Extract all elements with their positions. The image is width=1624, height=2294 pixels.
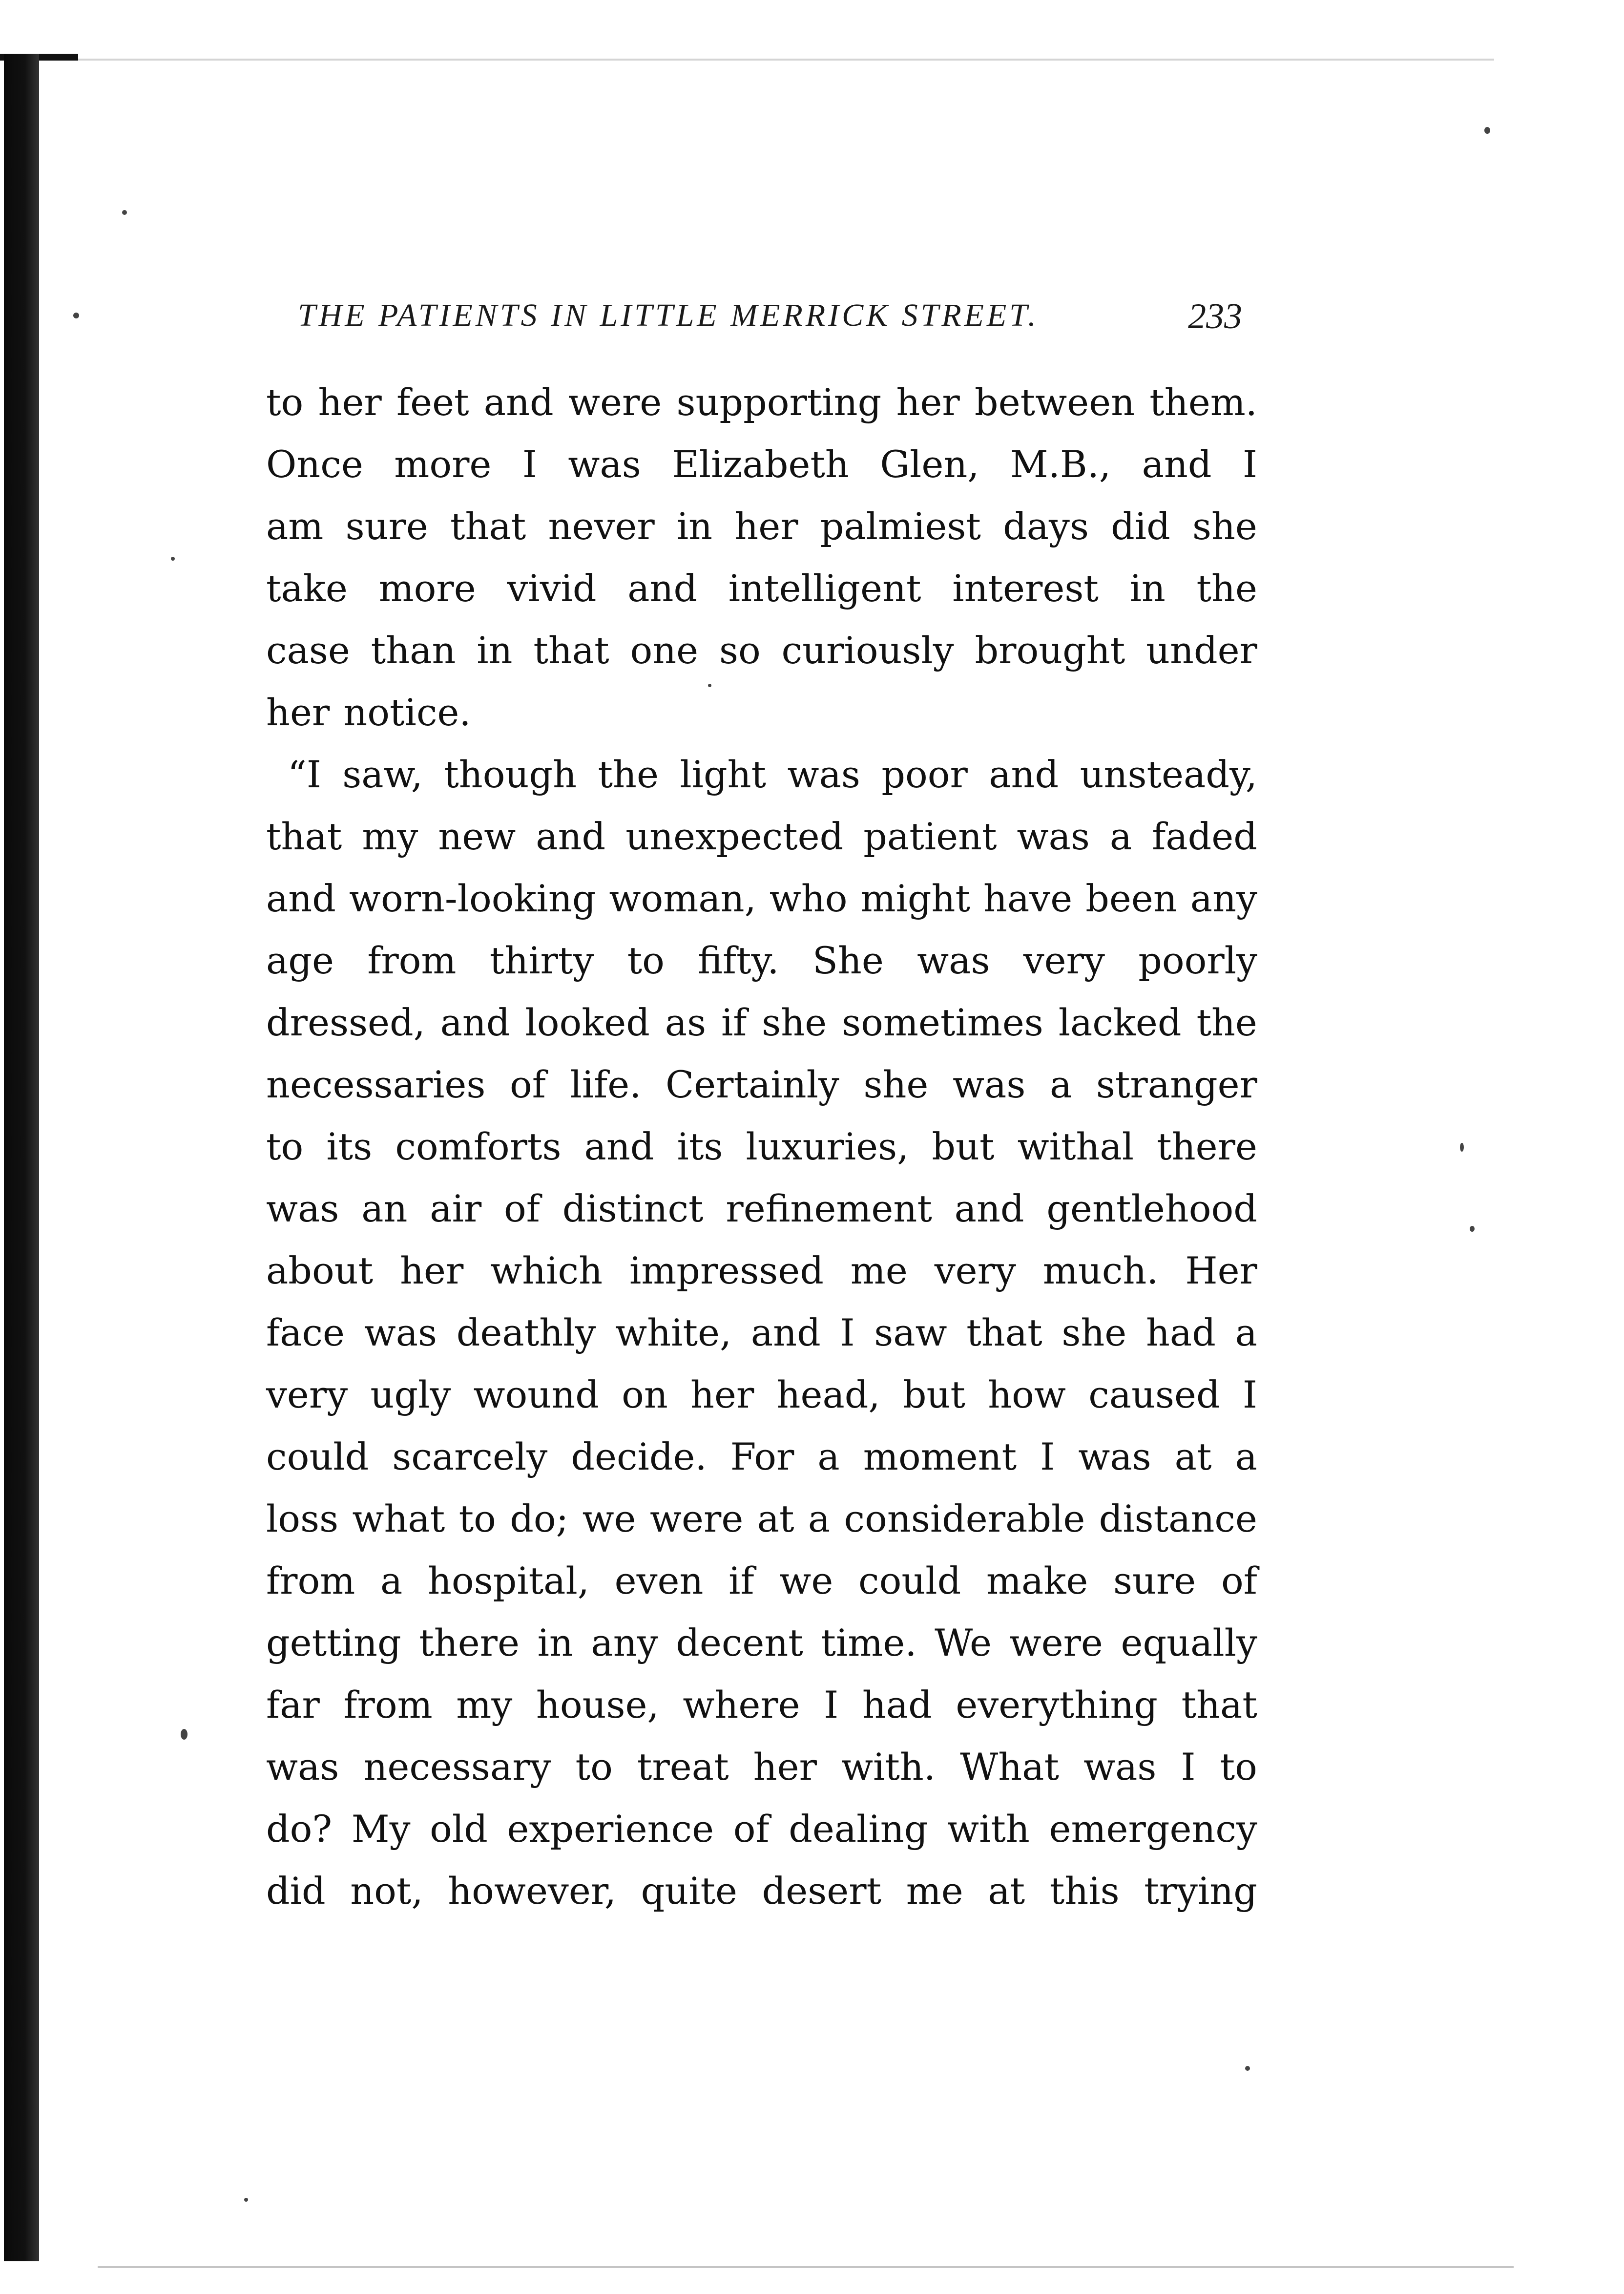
word: withal <box>1017 1125 1134 1168</box>
word: a <box>1235 1435 1257 1478</box>
word: that <box>1181 1683 1257 1726</box>
word: light <box>680 753 767 796</box>
word: ugly <box>370 1373 451 1416</box>
word: were <box>650 1497 744 1540</box>
word: this <box>1049 1869 1120 1913</box>
word: am <box>266 505 324 548</box>
word: interest <box>952 567 1099 610</box>
word: poor <box>881 753 968 796</box>
word: unexpected <box>625 815 844 858</box>
word: an <box>361 1187 408 1230</box>
text-line <box>266 743 1257 805</box>
word: so <box>719 629 761 672</box>
text-line <box>266 1674 1257 1736</box>
word: faded <box>1152 815 1257 858</box>
word: was <box>1017 815 1090 858</box>
word: from <box>266 1559 355 1602</box>
word: did <box>1111 505 1170 548</box>
word: and <box>440 1001 510 1044</box>
word: than <box>371 629 456 672</box>
word: she <box>762 1001 827 1044</box>
word: a <box>380 1559 403 1602</box>
word: M.B., <box>1010 442 1111 486</box>
word: palmiest <box>820 505 981 548</box>
word: there <box>419 1621 520 1664</box>
word: distance <box>1099 1497 1257 1540</box>
word: in <box>1129 567 1166 610</box>
word: to <box>266 1125 304 1168</box>
word: thirty <box>489 939 594 982</box>
word: I <box>824 1683 839 1726</box>
word: of <box>504 1187 540 1230</box>
scan-speck <box>1245 2066 1250 2071</box>
word: time. <box>821 1621 917 1664</box>
word: that <box>266 815 342 858</box>
text-line <box>266 1798 1257 1860</box>
word: the <box>598 753 659 796</box>
word: and <box>750 1311 821 1354</box>
word: her <box>690 1373 754 1416</box>
word: brought <box>975 629 1125 672</box>
word: necessary <box>363 1745 551 1789</box>
word: sure <box>345 505 428 548</box>
word: considerable <box>844 1497 1085 1540</box>
word: experience <box>507 1807 714 1851</box>
word: getting <box>266 1621 401 1664</box>
word: dressed, <box>266 1001 425 1044</box>
word: supporting <box>676 380 882 424</box>
scan-speck <box>73 313 79 318</box>
word: hospital, <box>427 1559 589 1602</box>
word: feet <box>396 380 469 424</box>
text-line <box>266 1240 1257 1302</box>
word: scarcely <box>392 1435 548 1478</box>
scan-edge-mark <box>98 2266 1514 2268</box>
text-line <box>266 805 1257 867</box>
word: could <box>858 1559 961 1602</box>
word: She <box>812 939 884 982</box>
scan-speck <box>171 557 175 561</box>
word: was <box>1078 1435 1151 1478</box>
word: her <box>734 505 798 548</box>
text-line <box>266 619 1257 681</box>
word: what <box>352 1497 445 1540</box>
word: a <box>1235 1311 1257 1354</box>
word: Elizabeth <box>672 442 849 486</box>
word: I <box>522 442 537 486</box>
word: at <box>1174 1435 1212 1478</box>
word: I <box>1242 442 1257 486</box>
text-line <box>266 1115 1257 1178</box>
word: I <box>1242 1373 1257 1416</box>
word: and <box>483 380 554 424</box>
word: do; <box>510 1497 569 1540</box>
word: poorly <box>1138 939 1257 982</box>
scan-speck <box>1484 127 1490 134</box>
word: she <box>863 1063 929 1106</box>
word: if <box>721 1001 747 1044</box>
word: were <box>1009 1621 1103 1664</box>
text-line <box>266 557 1257 619</box>
word: at <box>988 1869 1025 1913</box>
word: were <box>568 380 662 424</box>
word: new <box>438 815 516 858</box>
word: my <box>456 1683 513 1726</box>
word: to <box>266 380 304 424</box>
word: my <box>362 815 418 858</box>
word: unsteady, <box>1080 753 1257 796</box>
word: caused <box>1088 1373 1220 1416</box>
word: decent <box>676 1621 803 1664</box>
word: from <box>367 939 457 982</box>
word: but <box>902 1373 965 1416</box>
word: her <box>896 380 960 424</box>
word: more <box>394 442 492 486</box>
page-header <box>298 293 1274 347</box>
word: any <box>1190 877 1257 920</box>
word: could <box>266 1435 369 1478</box>
word: vivid <box>507 567 597 610</box>
word: Certainly <box>666 1063 839 1106</box>
word: emergency <box>1049 1807 1257 1851</box>
word: and <box>536 815 606 858</box>
word: and <box>1142 442 1212 486</box>
word: been <box>1085 877 1177 920</box>
text-line <box>266 1488 1257 1550</box>
running-head: THE PATIENTS IN LITTLE MERRICK STREET. <box>298 297 1039 333</box>
word: Once <box>266 442 363 486</box>
word: that <box>450 505 526 548</box>
word: fifty. <box>698 939 779 982</box>
word: where <box>683 1683 800 1726</box>
word: looked <box>525 1001 650 1044</box>
word: curiously <box>781 629 954 672</box>
word: desert <box>762 1869 882 1913</box>
word: worn-looking <box>349 877 596 920</box>
word: though <box>444 753 577 796</box>
word: impressed <box>629 1249 824 1292</box>
word: me <box>906 1869 963 1913</box>
scan-speck <box>1470 1226 1475 1232</box>
scan-speck <box>1460 1143 1464 1152</box>
word: one <box>630 629 699 672</box>
word: house, <box>536 1683 659 1726</box>
word: on <box>622 1373 668 1416</box>
word: from <box>343 1683 433 1726</box>
word: For <box>730 1435 794 1478</box>
word: to <box>1220 1745 1257 1789</box>
word: and <box>584 1125 654 1168</box>
word: far <box>266 1683 320 1726</box>
word: the <box>1196 1001 1257 1044</box>
word: I <box>1040 1435 1055 1478</box>
word: dealing <box>789 1807 928 1851</box>
word: patient <box>863 815 997 858</box>
word: and <box>989 753 1059 796</box>
word: in <box>676 505 713 548</box>
word: Glen, <box>880 442 979 486</box>
word: with <box>947 1807 1030 1851</box>
word: however, <box>448 1869 616 1913</box>
word: intelligent <box>728 567 921 610</box>
word: woman, <box>609 877 756 920</box>
word: necessaries <box>266 1063 486 1106</box>
word: her <box>318 380 382 424</box>
scan-speck <box>181 1729 187 1740</box>
word: was <box>1083 1745 1157 1789</box>
word: about <box>266 1249 374 1292</box>
text-line <box>266 1364 1257 1426</box>
word: much. <box>1042 1249 1159 1292</box>
word: air <box>430 1187 482 1230</box>
word: have <box>983 877 1073 920</box>
word: its <box>326 1125 373 1168</box>
word: head, <box>776 1373 880 1416</box>
word: she <box>1192 505 1257 548</box>
word: do? <box>266 1807 333 1851</box>
word: old <box>430 1807 488 1851</box>
word: make <box>986 1559 1088 1602</box>
word: any <box>591 1621 658 1664</box>
text-line <box>266 1860 1257 1922</box>
text-line <box>266 681 1257 743</box>
word: What <box>960 1745 1059 1789</box>
word: never <box>548 505 655 548</box>
word: was <box>917 939 990 982</box>
text-line <box>266 1550 1257 1612</box>
word: distinct <box>562 1187 704 1230</box>
word: “I <box>288 753 321 796</box>
text-line <box>266 1178 1257 1240</box>
text-line <box>266 867 1257 929</box>
word: white, <box>615 1311 732 1354</box>
word: in <box>477 629 513 672</box>
word: wound <box>473 1373 599 1416</box>
word: her <box>753 1745 817 1789</box>
word: to <box>575 1745 613 1789</box>
word: days <box>1003 505 1089 548</box>
word: sometimes <box>842 1001 1043 1044</box>
text-line <box>266 1612 1257 1674</box>
word: I <box>840 1311 855 1354</box>
word: We <box>935 1621 992 1664</box>
binding-gutter <box>4 54 39 2261</box>
text-line <box>266 495 1257 557</box>
word: at <box>757 1497 794 1540</box>
word: the <box>1196 567 1257 610</box>
word: and <box>954 1187 1024 1230</box>
word: deathly <box>456 1311 596 1354</box>
word: had <box>862 1683 932 1726</box>
text-line <box>266 433 1257 495</box>
word: quite <box>641 1869 738 1913</box>
word: trying <box>1144 1869 1257 1913</box>
text-line <box>266 1302 1257 1364</box>
word: take <box>266 567 348 610</box>
word: very <box>1023 939 1105 982</box>
word: how <box>988 1373 1066 1416</box>
word: face <box>266 1311 345 1354</box>
word: a <box>808 1497 831 1540</box>
word: Her <box>1185 1249 1257 1292</box>
word: her <box>400 1249 464 1292</box>
word: saw, <box>342 753 423 796</box>
word: of <box>1221 1559 1257 1602</box>
word: very <box>934 1249 1016 1292</box>
body-text <box>266 371 1257 1922</box>
word: equally <box>1121 1621 1257 1664</box>
text-line <box>266 371 1257 433</box>
word: everything <box>956 1683 1158 1726</box>
word: moment <box>863 1435 1017 1478</box>
word: stranger <box>1096 1063 1257 1106</box>
word: notice. <box>343 691 471 734</box>
word: a <box>1049 1063 1072 1106</box>
word: was <box>364 1311 437 1354</box>
word: more <box>378 567 476 610</box>
word: as <box>665 1001 707 1044</box>
word: a <box>1109 815 1132 858</box>
word: luxuries, <box>746 1125 909 1168</box>
word: to <box>627 939 665 982</box>
word: of <box>510 1063 546 1106</box>
text-line <box>266 1053 1257 1115</box>
word: which <box>490 1249 603 1292</box>
word: lacked <box>1058 1001 1182 1044</box>
word: who <box>769 877 848 920</box>
word: was <box>266 1745 339 1789</box>
word: did <box>266 1869 326 1913</box>
text-line <box>266 1426 1257 1488</box>
word: we <box>779 1559 833 1602</box>
word: was <box>952 1063 1026 1106</box>
word: its <box>677 1125 723 1168</box>
word: gentlehood <box>1046 1187 1257 1230</box>
word: case <box>266 629 350 672</box>
word: My <box>351 1807 411 1851</box>
text-line <box>266 929 1257 991</box>
word: under <box>1146 629 1257 672</box>
word: but <box>932 1125 995 1168</box>
word: I <box>1181 1745 1196 1789</box>
word: between <box>974 380 1135 424</box>
word: treat <box>637 1745 729 1789</box>
word: we <box>582 1497 636 1540</box>
word: if <box>729 1559 754 1602</box>
scan-speck <box>244 2198 248 2202</box>
word: of <box>733 1807 770 1851</box>
word: not, <box>350 1869 423 1913</box>
word: her <box>266 691 330 734</box>
page-number: 233 <box>1188 296 1242 337</box>
word: that <box>966 1311 1042 1354</box>
word: that <box>533 629 609 672</box>
word: was <box>787 753 860 796</box>
word: might <box>860 877 971 920</box>
word: even <box>614 1559 704 1602</box>
word: age <box>266 939 334 982</box>
word: a <box>817 1435 840 1478</box>
word: was <box>568 442 641 486</box>
word: had <box>1145 1311 1216 1354</box>
scan-speck <box>122 210 127 215</box>
text-line <box>266 991 1257 1053</box>
scan-edge-mark <box>78 59 1494 61</box>
word: sure <box>1113 1559 1196 1602</box>
word: life. <box>570 1063 642 1106</box>
word: she <box>1062 1311 1127 1354</box>
word: them. <box>1149 380 1257 424</box>
word: saw <box>874 1311 947 1354</box>
word: and <box>266 877 336 920</box>
word: to <box>458 1497 496 1540</box>
word: comforts <box>395 1125 562 1168</box>
word: with. <box>841 1745 936 1789</box>
word: refinement <box>726 1187 932 1230</box>
word: and <box>627 567 698 610</box>
word: was <box>266 1187 339 1230</box>
word: very <box>266 1373 348 1416</box>
word: in <box>537 1621 573 1664</box>
word: me <box>850 1249 908 1292</box>
word: decide. <box>571 1435 707 1478</box>
word: loss <box>266 1497 339 1540</box>
word: there <box>1157 1125 1257 1168</box>
text-line <box>266 1736 1257 1798</box>
